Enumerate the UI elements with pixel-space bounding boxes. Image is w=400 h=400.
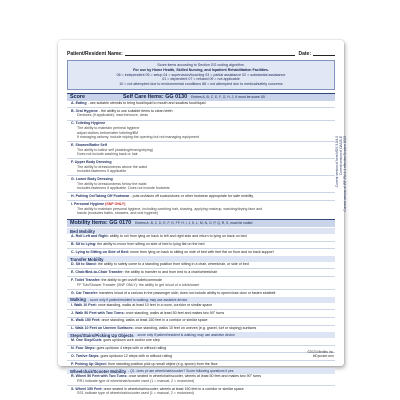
- transfer-item-code: D. Sit to Stand:: [71, 262, 97, 267]
- self-care-item-code: H. Putting On/Taking Off Footwear: [71, 194, 130, 199]
- score-line-2: For use by Home Health, Skilled Nursing, and Inpatient Rehabilitation Facilities.: [133, 67, 269, 72]
- self-care-item: [67, 211, 335, 216]
- steps-header: Steps/Stairs/Picking Up Objects - score only if patient/resident is walking; may use assistive device: [67, 332, 335, 338]
- wheelchair-item: [67, 379, 335, 384]
- date-label: Date:: [298, 51, 311, 57]
- self-care-item-code: I. Personal Hygiene: [71, 202, 105, 207]
- self-care-item-text: adjust clothes before/after toileting/BM: [77, 130, 139, 135]
- wheelchair-item-text: RR1 indicate type of wheelchair/scooter used (1 = manual, 2 = motorized): [77, 378, 195, 383]
- bed-item: [67, 241, 335, 247]
- steps-item-text: from standing position pick up small object (e.g. spoon) from the floor: [107, 362, 218, 367]
- copyright-footer: [307, 350, 334, 358]
- wheelchair-item-text: once seated in wheelchair/scooter, wheels at least 150 feet in a corridor or similar space: [103, 386, 244, 391]
- score-line-1: Score items according to Section GG coding algorithm.: [157, 63, 245, 67]
- self-care-item-text: hands (excludes baths, showers, and oral hygiene): [77, 211, 159, 216]
- self-care-items: [67, 101, 335, 216]
- transfer-item-code: E. Chair/Bed-to-Chair Transfer:: [71, 270, 124, 275]
- reference-card: [58, 40, 347, 396]
- wheelchair-item-text: once seated in wheelchair/scooter, wheels at least 50 feet and makes two 90° turns: [128, 374, 262, 379]
- walking-item-code: K. Walk 150 Feet:: [71, 318, 101, 323]
- self-care-item-text: Includes fasteners if applicable: [77, 169, 127, 174]
- transfer-item: [67, 262, 335, 267]
- transfer-mobility-items: [67, 262, 335, 295]
- steps-item-code: M. One Step/Curb:: [71, 338, 103, 343]
- walking-item: [67, 303, 335, 308]
- walking-header: Walking - score only if patient/resident is walking; may use assistive device: [67, 297, 335, 303]
- score-instructions-box: [67, 60, 335, 90]
- self-care-item-flag: (SNF ONLY): [105, 202, 126, 207]
- self-care-item-code: C. Toileting Hygiene: [71, 121, 106, 126]
- self-care-item: [67, 101, 335, 106]
- bed-item: [67, 248, 335, 254]
- walking-item-text: once standing, walks at least 10 feet in a room, corridor or similar space: [97, 302, 213, 307]
- steps-items: [67, 338, 335, 366]
- walking-item-text: once standing, walks 10 feet on uneven (e.g. gravel, turf or sloping) surfaces: [134, 326, 257, 331]
- self-care-item: [67, 113, 335, 118]
- bed-item-code: C. Lying to Sitting on Side of Bed:: [71, 250, 129, 255]
- self-care-item-text: Includes fasteners if applicable. Does not include footwear: [77, 186, 170, 191]
- wheelchair-item-code: R. Wheel 50 Feet with Two Turns:: [71, 374, 128, 379]
- self-care-item-code: F. Upper Body Dressing: [71, 160, 112, 165]
- walking-item-code: L. Walk 10 Feet on Uneven Surfaces:: [71, 326, 134, 331]
- form-version-note: Current version of form MDS 3.0/4.0 Current version of OASIS-E Current version of IRF-PAI 4.1 effective October 2023: [335, 136, 347, 212]
- steps-item: [67, 360, 335, 366]
- steps-item: [67, 338, 335, 343]
- transfer-item-text: the ability to get on/off toilet/commode: [101, 278, 162, 283]
- mobility-entries-note: Entries A, B, C, D, E, F, G, FF, H, I, J, K, L, M, N, O, P, Q, R, S, must be coded: [135, 221, 253, 226]
- self-care-item-code: B. Oral Hygiene: [71, 108, 98, 113]
- self-care-item-text: - use suitable utensils to bring food/liquid to mouth and swallow food/liquid: [87, 100, 206, 105]
- self-care-item: [67, 135, 335, 140]
- transfer-item: [67, 268, 335, 274]
- self-care-item-text: The ability to dress/undress above the waist: [77, 164, 147, 169]
- walking-item-code: I. Walk 10 Feet:: [71, 302, 97, 307]
- transfer-item-code: F. Toilet Transfer:: [71, 278, 101, 283]
- self-care-item-code: G. Lower Body Dressing: [71, 177, 113, 182]
- self-care-item: [67, 192, 335, 198]
- steps-item-text: goes up/down 4 steps with or without railing: [96, 346, 167, 351]
- self-care-item-text: - the ability to use suitable items to clean teeth: [98, 108, 173, 113]
- score-column-label: Score: [70, 94, 85, 101]
- mobility-header: [67, 219, 335, 227]
- wheelchair-item: [67, 391, 335, 396]
- self-care-item-code: A. Eating: [71, 100, 87, 105]
- transfer-item-text: FF Tub/Shower Transfer (SNF ONLY): the ability to get in/out of a tub/shower: [77, 282, 200, 287]
- bed-item-text: move from lying on back to sitting on side of bed with feet flat on floor and no back support: [129, 250, 274, 255]
- self-care-item-text: The ability to bathe self (washing/rinsing/drying): [77, 147, 153, 152]
- website-text: MDpocket.com: [312, 354, 334, 358]
- self-care-item-text: If managing ostomy, include wiping the opening but not managing equipment: [77, 135, 200, 140]
- wheelchair-items: [67, 374, 335, 396]
- steps-item: [67, 345, 335, 351]
- bed-mobility-header: Bed Mobility: [67, 228, 335, 234]
- walking-item-code: J. Walk 50 Feet with Two Turns:: [71, 310, 125, 315]
- score-line-5: 10 = not attempted due to environmental conditions 88 = not attempted due to medical/safety concerns: [119, 82, 283, 87]
- self-care-item-code: E. Shower/Bathe Self: [71, 143, 107, 148]
- self-care-item-text: The ability to dress/undress below the waist: [77, 181, 147, 186]
- transfer-item-text: the ability to safely come to a standing position from sitting in a chair, wheelchair, or side of bed: [97, 262, 249, 267]
- walking-item: [67, 309, 335, 315]
- self-care-item-text: Does not include washing back or hair: [77, 152, 138, 157]
- bed-item-code: B. Sit to Lying:: [71, 242, 97, 247]
- wheelchair-header: Wheelchair/Scooter Mobility - Q1. does pt use wheelchair/scooter? Score following questions if yes: [67, 368, 335, 374]
- copyright-text: ©2023 Medfirs Inc.: [307, 350, 334, 354]
- self-care-item: [67, 152, 335, 157]
- walking-item-text: once standing, walks at least 150 feet in a corridor or similar space: [101, 318, 208, 323]
- score-line-3: 06 = independent 05 = setup 04 = supervision/touching 03 = partial assistance 02 = substantial assistance: [116, 72, 286, 77]
- self-care-item: [67, 186, 335, 191]
- transfer-item: [67, 283, 335, 288]
- patient-name-label: Patient/Resident Name:: [67, 51, 123, 57]
- self-care-item-text: - puts on/takes off socks/shoes or other footwear appropriate for safe mobility: [130, 194, 254, 199]
- steps-item-code: O. Twelve Steps:: [71, 354, 100, 359]
- bed-item: [67, 234, 335, 239]
- transfer-mobility-header: Transfer Mobility: [67, 256, 335, 262]
- self-care-header: [67, 93, 335, 101]
- self-care-item: [67, 169, 335, 174]
- walking-items: [67, 303, 335, 331]
- steps-item-code: N. Four Steps:: [71, 346, 96, 351]
- walking-item: [67, 325, 335, 331]
- self-care-item-text: The ability to maintain personal hygiene, including combing hair, shaving, applying makeup, washing/drying face and: [77, 206, 263, 211]
- steps-item-text: goes up/down 12 steps with or without railing: [100, 354, 173, 359]
- transfer-item-code: G. Car Transfer:: [71, 290, 99, 295]
- date-field[interactable]: [313, 55, 335, 56]
- transfer-item-text: the ability to transfer to and from bed to a chair/wheelchair: [124, 270, 218, 275]
- wheelchair-item-text: SS1 indicate type of wheelchair/scooter used (1 = manual, 2 = motorized): [77, 391, 194, 396]
- self-care-entries-note: Entries A, B, C, E, F, G, H, J, K must be score 1B: [191, 95, 265, 100]
- steps-item-code: P. Picking Up Object:: [71, 362, 107, 367]
- bed-mobility-items: [67, 234, 335, 254]
- transfer-item-text: transfers in/out of a car/van in the passenger side; does not include ability to open/close door or fasten seatbelt: [99, 290, 276, 295]
- patient-name-row: [67, 48, 335, 57]
- bed-item-text: ability to roll from lying on back to left and right side and return to lying on back on bed: [109, 234, 247, 239]
- bed-item-text: the ability to move from sitting on side of bed to lying flat on the bed: [97, 242, 205, 247]
- steps-item-text: goes up/down curb and/or one step: [103, 338, 160, 343]
- walking-item-text: once standing, walks at least 50 feet and makes two 90° turns: [125, 310, 225, 315]
- steps-item: [67, 352, 335, 358]
- patient-name-field[interactable]: [125, 55, 296, 56]
- self-care-item-text: The ability to maintain perineal hygiene: [77, 125, 140, 130]
- self-care-item-text: Dentures (if applicable): insert/remove, clean: [77, 113, 149, 118]
- wheelchair-item-code: S. Wheel 150 Feet:: [71, 386, 103, 391]
- walking-item: [67, 317, 335, 323]
- mobility-title: Mobility Items: GG 0170: [70, 220, 132, 227]
- self-care-title: Self Care Items: GG 0130: [122, 94, 188, 101]
- bed-item-code: A. Roll Left and Right:: [71, 234, 109, 239]
- score-line-4: 01 = dependent 07 = refused 09 = not applicable: [162, 77, 240, 82]
- transfer-item: [67, 289, 335, 295]
